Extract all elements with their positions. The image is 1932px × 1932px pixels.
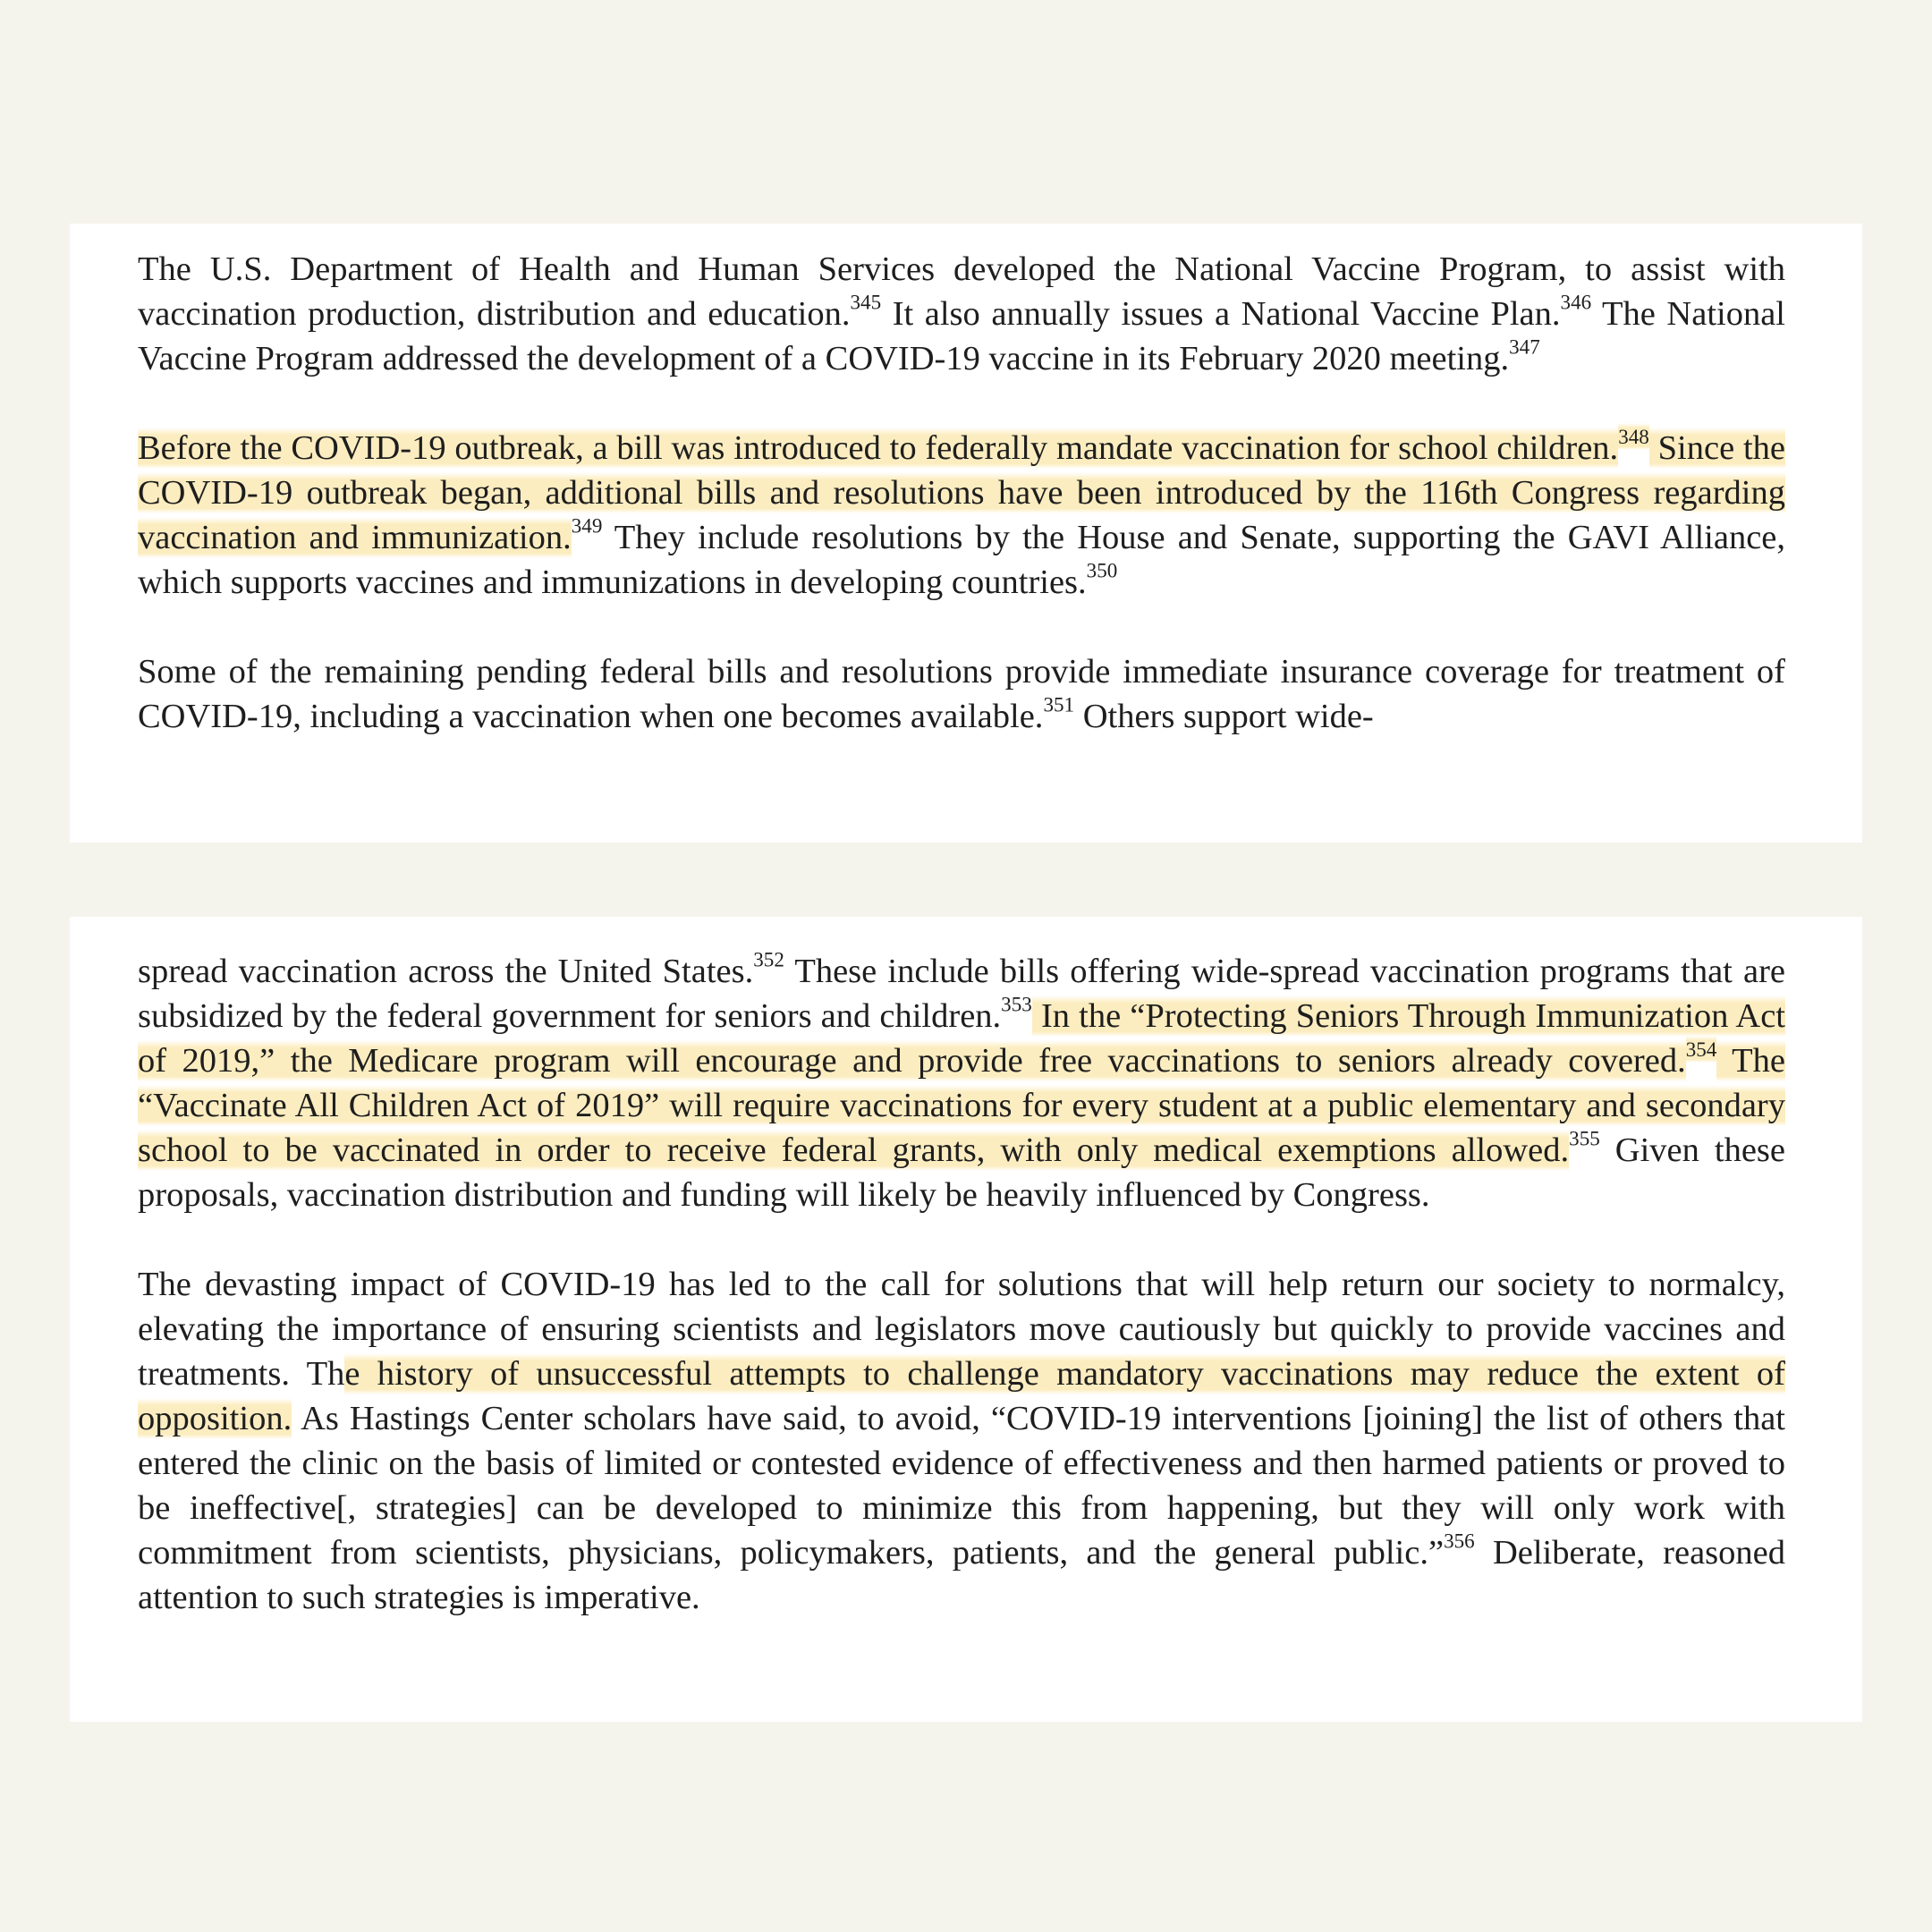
- paragraph-national-vaccine-program: [138, 247, 1785, 381]
- footnote-ref: 347: [1509, 335, 1540, 359]
- text: Given these proposals, vaccination distribution and funding will likely be heavily influenced by Congress.: [138, 1131, 1786, 1214]
- highlighted-text: Since the COVID-19 outbreak began, additional bills and resolutions have been introduced by the 116th Congress regarding vaccination and immunization.: [138, 429, 1785, 556]
- footnote-ref: 355: [1569, 1126, 1600, 1150]
- footnote-ref: 354: [1685, 1037, 1717, 1061]
- footnote-ref: 356: [1444, 1529, 1475, 1553]
- footnote-ref: 346: [1560, 290, 1592, 314]
- text: Others support wide-: [1074, 698, 1374, 735]
- text: It also annually issues a National Vaccine Plan.: [881, 295, 1561, 333]
- footnote-ref: 349: [571, 513, 603, 538]
- text: The National Vaccine Program addressed the development of a COVID-19 vaccine in its February 2020 meeting.: [138, 295, 1785, 377]
- footnote-ref: 351: [1043, 692, 1075, 716]
- footnote-ref: 345: [850, 290, 882, 314]
- text: They include resolutions by the House and Senate, supporting the GAVI Alliance, which supports vaccines and immunizations in developing countries.: [138, 519, 1785, 601]
- text: spread vaccination across the United States.: [138, 953, 754, 990]
- text: Some of the remaining pending federal bills and resolutions provide immediate insurance coverage for treatment of COVID-19, including a vaccination when one becomes available.: [138, 653, 1785, 735]
- text: As Hastings Center scholars have said, to avoid, “COVID-19 interventions [joining] the list of others that entered the clinic on the basis of limited or contested evidence of effectiveness and then harmed patients or proved to be ineffective[, strategies] can be developed to minimize this from happening, but they will only work with commitment from scientists, physicians, policymakers, patients, and the general public.”: [138, 1400, 1785, 1572]
- text: The devasting impact of COVID-19 has led to the call for solutions that will help return our society to normalcy, elevating the importance of ensuring scientists and legislators move cautiously but quickly to provide vaccines and treatments. Th: [138, 1266, 1785, 1393]
- text: These include bills offering wide-spread vaccination programs that are subsidized by the federal government for seniors and children.: [138, 953, 1785, 1035]
- highlighted-text: e history of unsuccessful attempts to challenge mandatory vaccinations may reduce the extent of opposition.: [138, 1355, 1785, 1437]
- highlighted-text: In the “Protecting Seniors Through Immunization Act of 2019,” the Medicare program will encourage and provide free vaccinations to seniors already covered.: [138, 997, 1785, 1080]
- footnote-ref: 348: [1618, 424, 1649, 448]
- highlighted-text: The “Vaccinate All Children Act of 2019” will require vaccinations for every student at a public elementary and secondary school to be vaccinated in order to receive federal grants, with only medical exemptions allowed.: [138, 1042, 1785, 1169]
- document-excerpt-bottom: [70, 917, 1862, 1722]
- paragraph-pending-bills: [138, 649, 1785, 739]
- document-excerpt-top: [70, 224, 1862, 843]
- highlighted-text: Before the COVID-19 outbreak, a bill was introduced to federally mandate vaccination for school children.: [138, 429, 1619, 467]
- footnote-ref: 353: [1001, 992, 1032, 1016]
- paragraph-vaccination-programs: [138, 949, 1785, 1217]
- text: The U.S. Department of Health and Human Services developed the National Vaccine Program, to assist with vaccination production, distribution and education.: [138, 250, 1785, 333]
- paragraph-devastating-impact: [138, 1262, 1785, 1620]
- paragraph-bills-introduced: [138, 426, 1785, 605]
- footnote-ref: 352: [753, 947, 784, 971]
- text: Deliberate, reasoned attention to such strategies is imperative.: [138, 1534, 1785, 1616]
- footnote-ref: 350: [1086, 558, 1118, 582]
